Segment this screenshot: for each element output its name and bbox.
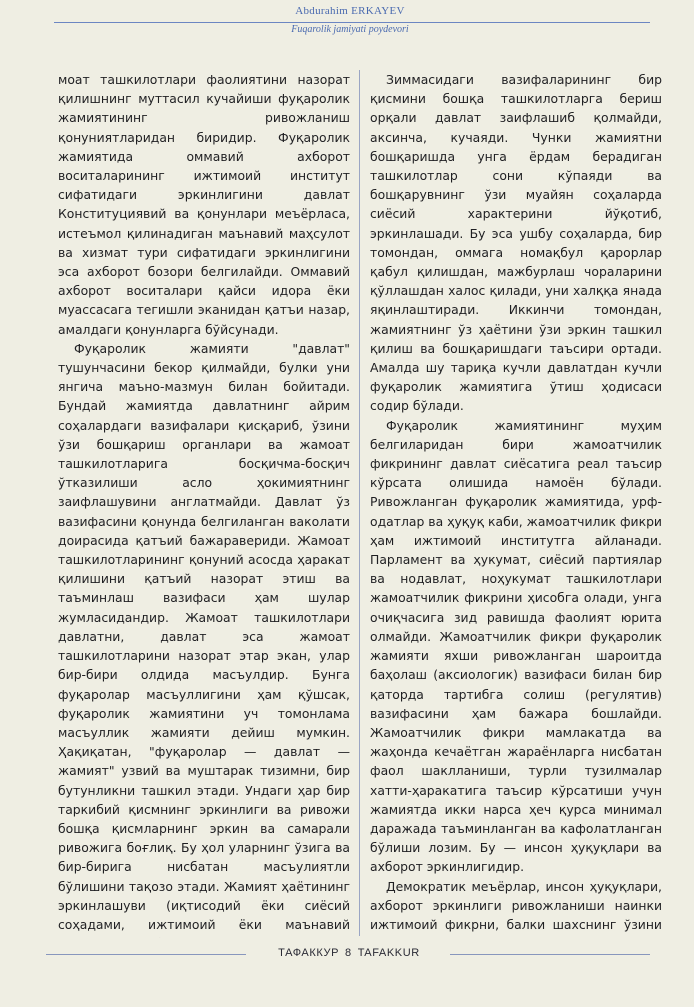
page-number: 8 bbox=[345, 947, 352, 959]
paragraph: Демократик меъёрлар, инсон ҳуқуқлари, ахборот эркинлиги ривожланиши наинки ижтимоий фикрни, балки шахснинг ўзини bbox=[370, 878, 662, 932]
paragraph: моат ташкилотлари фаолиятини назорат қилишнинг муттасил кучайиши фуқаролик жамиятининг ривожланиш қонуниятларидан биридир. Фуқаролик жамиятида оммавий ахборот воситаларининг ижтимоий институт сифатидаги эркинлигини давлат Конституциявий ва қонунлари меъёрласа, истеъмол қилинадиган маънавий маҳсулот ва хизмат тури сифатидаги эркинлигини эса ахборот бозори белгилайди. Оммавий ахборот воситалари қайси идора ёки муассасага тегишли эканидан қатъи назар, амалдаги қонунларга бўйсунади. bbox=[58, 72, 350, 337]
page-header bbox=[0, 0, 694, 64]
header-rule bbox=[54, 22, 650, 23]
author-name: Abdurahim ERKAYEV bbox=[295, 5, 405, 17]
paragraph: Фуқаролик жамиятининг муҳим белгиларидан бири жамоатчилик фикрининг давлат сиёсатига реал таъсир кўрсата олишида намоён бўлади. Ривожланган фуқаролик жамиятида, урф-одатлар ва ҳуқуқ каби, жамоатчилик фикри ҳам ижтимоий институтга айланади. Парламент ва ҳукумат, сиёсий партиялар ва нодавлат, ноҳукумат ташкилотлари жамоатчилик фикрини ҳисобга олади, унга очиқчасига зид равишда фаолият юрита олмайди. Жамоатчилик фикри фуқаролик жамияти яхши ривожланган шароитда баҳолаш (аксиологик) вазифаси билан бир қаторда тартибга солиш (регулятив) вазифасини ҳам бажара бошлайди. Жамоатчилик фикри мамлакатда ва жаҳонда кечаётган жараёнларга нисбатан фаол шаклланиши, турли тузилмалар хатти-ҳаракатига таъсир кўрсатиши учун жамиятда икки нарса ҳеч қурса минимал даражада таъминланган ва кафолатланган бўлиши лозим. Бу — инсон ҳуқуқлари ва ахборот эркинлигидир. bbox=[370, 417, 662, 875]
column-divider bbox=[359, 70, 360, 936]
footer-rule-right bbox=[450, 954, 650, 955]
right-column bbox=[370, 70, 662, 938]
footer-label bbox=[256, 947, 442, 959]
paragraph: Фуқаролик жамияти "давлат" тушунчасини бекор қилмайди, булки уни янгича маъно-мазмун билан бойитади. Бундай жамиятда давлатнинг айрим соҳалардаги вазифалари қисқариб, ўзини ўзи бошқариш органлари ва жамоат ташкилотларига босқичма-босқич ўтказилиши асло ҳокимиятнинг заифлашувини англатмайди. Давлат ўз вазифасини қонунда белгиланган ваколати доирасида қатъий бажаравериди. Жамоат ташкилотларининг қонуний асосда ҳаракат қилишини қатъий назорат этиш ва таъминлаш вазифаси ҳам шулар жумласидандир. Жамоат ташкилотлари давлатни, давлат эса жамоат ташкилотларини назорат этар экан, улар бир-бири олдида масъулдир. Бунга фуқаролар масъуллигини ҳам қўшсак, фуқаролик жамиятини уч томонлама масъуллик жамияти дейиш мумкин. Ҳақиқатан, "фуқаролар — давлат — жамият" узвий ва муштарак тизимни, бир бутунликни ташкил этади. Ундаги ҳар бир таркибий қисмнинг эркинлиги ва ривожи бошқа қисмларнинг эркин ва самарали ривожига боғлиқ. Бу ҳол уларнинг ўзига ва бир-бирига нисбатан масъулиятли бўлишини тақозо этади. Жамият ҳаётининг эркинлашуви (иқтисодий ёки сиёсий соҳадами, ижтимоий ёки маънавий bbox=[58, 340, 350, 932]
text-columns bbox=[58, 70, 672, 938]
article-subtitle: Fuqarolik jamiyati poydevori bbox=[291, 24, 409, 35]
footer-rule-left bbox=[46, 954, 246, 955]
left-column bbox=[58, 70, 350, 938]
page-footer bbox=[0, 944, 694, 964]
paragraph: Зиммасидаги вазифаларининг бир қисмини бошқа ташкилотларга бериш орқали давлат заифлашиб қолмайди, аксинча, кучаяди. Чунки жамиятни бошқаришда унга ёрдам берадиган ташкилотлар сони кўпаяди ва бошқарувнинг ўзи муайян соҳаларда сиёсий характерини йўқотиб, эркинлашади. Бу эса ушбу соҳаларда, бир томондан, оммага номақбул қарорлар қабул қилишдан, мажбурлаш чораларини қўллашдан халос қилади, уни халққа янада яқинлаштиради. Иккинчи томондан, жамиятнинг ўз ҳаётини ўзи эркин ташкил қилиш ва бошқаришдаги таъсири ортади. Амалда шу тариқа кучли давлатдан кучли фуқаролик жамиятига ўтиш ҳодисаси содир бўлади. bbox=[370, 72, 662, 414]
journal-name-cyrillic: ТАФАККУР bbox=[278, 947, 340, 959]
journal-name-latin: TAFAKKUR bbox=[357, 947, 420, 959]
